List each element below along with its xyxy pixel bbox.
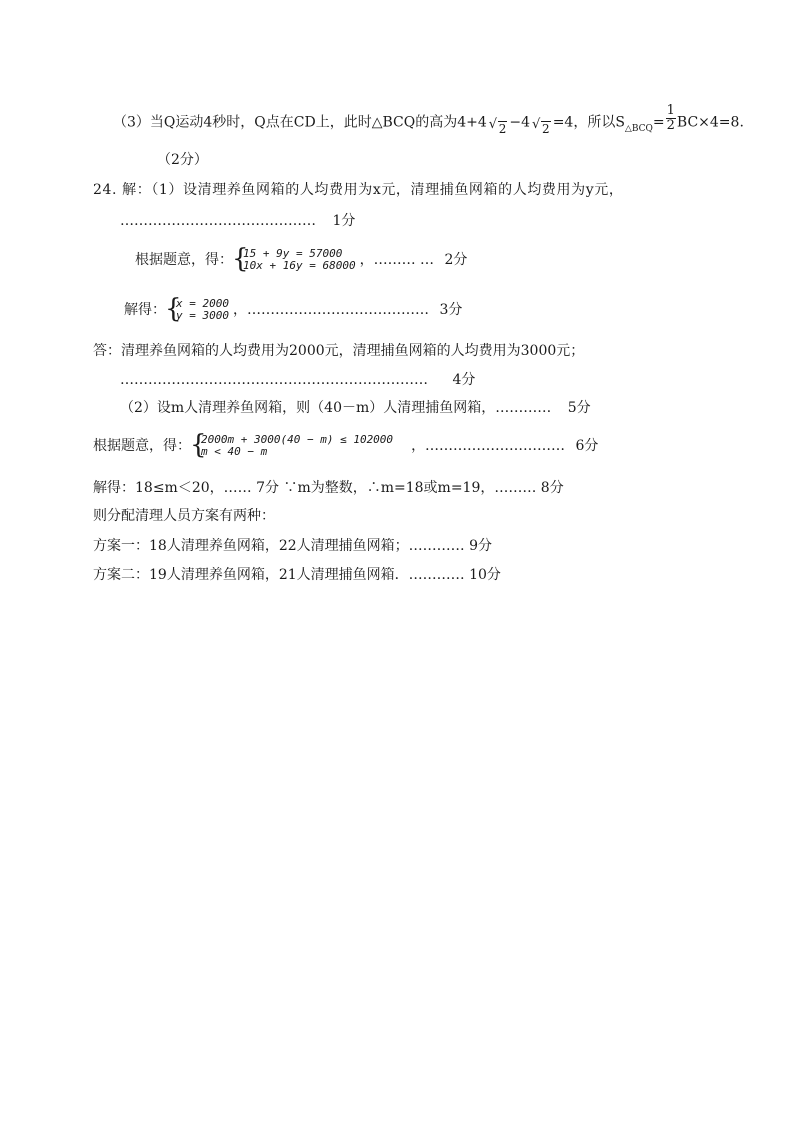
q3-text-d: BC×4=8. <box>676 114 744 131</box>
q24-part2-setup: （2）设m人清理养鱼网箱，则（40－m）人清理捕鱼网箱，………… 5分 <box>120 400 591 416</box>
equation-system-1: { 15 + 9y = 57000 10x + 16y = 68000 <box>233 248 356 272</box>
fraction-one-half: $\frac{1}{2}$ <box>666 103 675 133</box>
q3-text-c: =4，所以S <box>552 114 625 131</box>
q24-answer: 答：清理养鱼网箱的人均费用为2000元，清理捕鱼网箱的人均费用为3000元； <box>93 343 585 359</box>
q24-scheme-intro: 则分配清理人员方案有两种： <box>93 508 275 524</box>
q24-inequality-setup: 根据题意，得： { 2000m + 3000(40 − m) ≤ 102000 m < 40 − m ，………………………… 6分 <box>93 432 598 460</box>
sqrt-2-second: √ 2 <box>532 113 551 133</box>
equation-system-2: { x = 2000 y = 3000 <box>166 298 229 322</box>
q24-equation-setup: 根据题意，得： { 15 + 9y = 57000 10x + 16y = 68000 ，……… … 2分 <box>135 246 467 274</box>
q24-heading: 24. 解：（1）设清理养鱼网箱的人均费用为x元，清理捕鱼网箱的人均费用为y元， <box>93 182 624 198</box>
q24-solution-2: 解得：18≤m＜20，…… 7分 ∵m为整数，∴m=18或m=19，……… 8分 <box>93 480 564 496</box>
area-subscript: △BCQ <box>624 123 653 134</box>
q3-text-a: （3）当Q运动4秒时，Q点在CD上，此时△BCQ的高为4+4 <box>113 114 487 131</box>
q24-step1-score: …………………………………… 1分 <box>120 213 356 229</box>
q3-score: （2分） <box>157 152 208 168</box>
inequality-system: { 2000m + 3000(40 − m) ≤ 102000 m < 40 − m <box>191 434 393 458</box>
q3-text-b: −4 <box>509 114 531 131</box>
q24-step4-score: ………………………………………………………… 4分 <box>120 372 476 388</box>
q3-solution-line: （3）当Q运动4秒时，Q点在CD上，此时△BCQ的高为4+4√ 2 −4√ 2 =4，所以$S_{\triangle BCQ}=$ $\frac{1}{2}$ BC×4=8. <box>113 108 744 137</box>
q24-scheme-2: 方案二：19人清理养鱼网箱，21人清理捕鱼网箱．………… 10分 <box>93 567 501 583</box>
q24-scheme-1: 方案一：18人清理养鱼网箱，22人清理捕鱼网箱；………… 9分 <box>93 538 492 554</box>
sqrt-2-first: √ 2 <box>489 113 508 133</box>
q24-solution-1: 解得： { x = 2000 y = 3000 ，………………………………… 3分 <box>124 296 462 324</box>
